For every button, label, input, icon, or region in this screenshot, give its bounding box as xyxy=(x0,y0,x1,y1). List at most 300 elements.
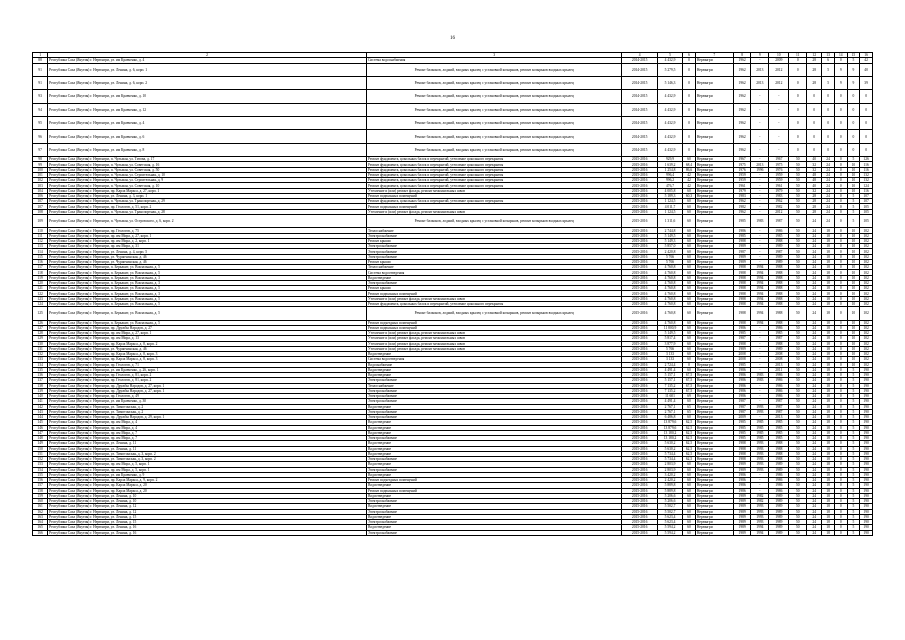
table-cell: 1962 xyxy=(733,90,751,103)
table-cell: Республика Саха (Якутия) г. Нерюнгри, ул. Ленина, д. 6, корп. 1 xyxy=(48,63,367,76)
table-cell: 5 623,4 xyxy=(657,520,682,525)
table-cell: - xyxy=(751,325,769,330)
table-cell: 0 xyxy=(834,462,847,467)
table-cell: 24 xyxy=(807,214,822,227)
table-cell: Республика Саха (Якутия) г. Нерюнгри, пр. Геологов, д. 81, корп. 2 xyxy=(48,378,367,383)
table-cell: 102 xyxy=(860,286,873,291)
table-cell: 1989 xyxy=(733,514,751,519)
table-cell: 28 xyxy=(807,204,822,209)
table-cell: 50 xyxy=(789,493,807,498)
table-cell: 1989 xyxy=(733,525,751,530)
table-cell: 5 734,4 xyxy=(657,457,682,462)
table-cell: 18 xyxy=(822,472,835,477)
table-cell: 24 xyxy=(807,457,822,462)
table-cell: 18 xyxy=(822,265,835,270)
table-cell: Нерюнгри xyxy=(695,441,733,446)
table-cell: 0 xyxy=(807,90,822,103)
table-cell: 476,7 xyxy=(657,183,682,188)
table-cell: 2015-2016 xyxy=(622,362,657,367)
table-cell: 60 xyxy=(683,520,696,525)
table-cell: 5 xyxy=(847,409,860,414)
table-cell: 24 xyxy=(807,525,822,530)
table-cell: 50 xyxy=(789,280,807,285)
table-cell: 10 xyxy=(847,336,860,341)
table-cell: 157 xyxy=(33,483,48,488)
table-cell: 62,5 xyxy=(683,441,696,446)
table-cell: 5 206,6 xyxy=(657,499,682,504)
table-cell: 1987 xyxy=(769,214,789,227)
table-cell: 0 xyxy=(834,441,847,446)
table-cell: 18 xyxy=(822,244,835,249)
table-cell: 28 xyxy=(807,199,822,204)
table-cell: - xyxy=(751,341,769,346)
table-cell: 1 254,8 xyxy=(657,167,682,172)
table-cell: - xyxy=(751,483,769,488)
table-cell: 1988 xyxy=(733,270,751,275)
table-cell: Республика Саха (Якутия) г. Нерюнгри, п. Беркакит, ул. Вокзальная, д. 3 xyxy=(48,291,367,296)
table-cell: 24 xyxy=(807,415,822,420)
table-cell: Нерюнгри xyxy=(695,509,733,514)
table-cell: 1983 xyxy=(751,214,769,227)
table-cell: 18 xyxy=(822,499,835,504)
table-cell: 10 xyxy=(847,296,860,301)
table-cell: 18 xyxy=(822,520,835,525)
table-cell: 18 xyxy=(822,509,835,514)
table-cell: 24 xyxy=(822,188,835,193)
table-cell: Утепление и (или) ремонт фасада, ремонт межпанельных швов xyxy=(366,209,622,214)
table-cell: 24 xyxy=(807,483,822,488)
table-cell: Водоотведение xyxy=(366,430,622,435)
table-cell: 105 xyxy=(860,214,873,227)
column-number-header: 15 xyxy=(847,53,860,58)
table-cell: 65 xyxy=(683,409,696,414)
table-cell: 50 xyxy=(789,436,807,441)
table-cell: 190 xyxy=(860,399,873,404)
table-cell: 50 xyxy=(789,478,807,483)
table-cell: 10 xyxy=(847,178,860,183)
table-cell: Нерюнгри xyxy=(695,530,733,535)
table-cell: 97 xyxy=(33,143,48,156)
table-cell: 60 xyxy=(683,265,696,270)
table-cell: 0 xyxy=(683,130,696,143)
table-cell: 5 630,2 xyxy=(657,446,682,451)
table-cell: 0 xyxy=(789,58,807,63)
table-cell: 1962 xyxy=(733,209,751,214)
table-cell: Ремонт подвальных помещений xyxy=(366,325,622,330)
table-cell: 190 xyxy=(860,499,873,504)
table-cell: Нерюнгри xyxy=(695,472,733,477)
table-cell: 60 xyxy=(683,488,696,493)
table-cell: 0 xyxy=(807,103,822,116)
table-cell: Нерюнгри xyxy=(695,167,733,172)
table-cell: 0 xyxy=(834,204,847,209)
table-cell: 1988 xyxy=(769,275,789,280)
table-cell: 0 xyxy=(847,130,860,143)
table-cell: 98 xyxy=(33,157,48,162)
table-cell: 24 xyxy=(807,509,822,514)
table-cell: 1986 xyxy=(769,394,789,399)
table-cell: Республика Саха (Якутия) г. Нерюнгри, пр. им Мира, д. 31 xyxy=(48,244,367,249)
table-cell: 10 xyxy=(847,307,860,320)
table-cell: 0 xyxy=(834,483,847,488)
table-cell: 2015-2016 xyxy=(622,346,657,351)
table-cell: Республика Саха (Якутия) г. Нерюнгри, п. Беркакит, ул. Вокзальная, д. 3 xyxy=(48,275,367,280)
table-cell: 24 xyxy=(822,157,835,162)
table-cell: - xyxy=(751,254,769,259)
table-cell: 145 xyxy=(33,420,48,425)
table-cell: 2015-2016 xyxy=(622,467,657,472)
table-cell: 5 889,8 xyxy=(657,483,682,488)
table-cell: Ремонт подъездных помещений xyxy=(366,478,622,483)
table-cell: 50 xyxy=(789,275,807,280)
table-cell: - xyxy=(751,472,769,477)
table-cell: 10 xyxy=(847,259,860,264)
table-cell: Нерюнгри xyxy=(695,233,733,238)
table-cell: 5 xyxy=(847,436,860,441)
table-cell: 190 xyxy=(860,409,873,414)
table-cell: 5 157,1 xyxy=(657,373,682,378)
table-cell: - xyxy=(751,188,769,193)
table-cell: 1989 xyxy=(769,499,789,504)
table-cell: - xyxy=(751,383,769,388)
table-cell: 164 xyxy=(33,520,48,525)
table-cell: 102 xyxy=(860,270,873,275)
table-cell: 131 xyxy=(33,346,48,351)
table-cell: - xyxy=(751,204,769,209)
table-cell: 2 767,1 xyxy=(657,404,682,409)
table-cell: Республика Саха (Якутия) г. Нерюнгри, пр. Геологов, д. 51, корп. 2 xyxy=(48,204,367,209)
table-cell: 60 xyxy=(683,504,696,509)
table-cell: Республика Саха (Якутия) г. Нерюнгри, п. Беркакит, ул. Вокзальная, д. 5 xyxy=(48,301,367,306)
table-cell: 1967 xyxy=(769,157,789,162)
table-cell: 0 xyxy=(834,325,847,330)
table-cell: 0 xyxy=(834,409,847,414)
table-cell: 132 xyxy=(860,172,873,177)
table-cell: Водоотведение xyxy=(366,275,622,280)
table-cell: 18 xyxy=(822,404,835,409)
table-cell: - xyxy=(751,336,769,341)
table-row xyxy=(33,130,873,143)
table-cell: Нерюнгри xyxy=(695,76,733,89)
table-row xyxy=(33,214,873,227)
table-cell: 112 xyxy=(33,238,48,243)
table-cell: 40 xyxy=(807,157,822,162)
column-number-header: 12 xyxy=(807,53,822,58)
table-cell: 102 xyxy=(860,325,873,330)
table-cell: 10 xyxy=(847,280,860,285)
table-cell: 129 xyxy=(33,336,48,341)
table-cell: Республика Саха (Якутия) г. Нерюнгри, ул. Тимптонская, д. 3, корп. 2 xyxy=(48,457,367,462)
table-cell: 5 xyxy=(847,157,860,162)
table-cell: 190 xyxy=(860,457,873,462)
table-cell: 102 xyxy=(860,362,873,367)
table-cell: 0 xyxy=(789,63,807,76)
table-cell: 5 xyxy=(847,373,860,378)
table-cell: 28 xyxy=(807,76,822,89)
table-cell: 50 xyxy=(789,394,807,399)
table-cell: 120 xyxy=(33,280,48,285)
table-cell: 1989 xyxy=(769,530,789,535)
table-cell: 132 xyxy=(33,352,48,357)
table-cell: 1993 xyxy=(751,509,769,514)
table-cell: 50 xyxy=(789,331,807,336)
table-cell: 1989 xyxy=(733,509,751,514)
table-cell: 18 xyxy=(822,233,835,238)
table-cell: 122 xyxy=(33,291,48,296)
table-cell: 24 xyxy=(807,331,822,336)
column-number-header: 9 xyxy=(751,53,769,58)
table-cell: Ремонт фундамента, цокольных балок и перекрытий, утепление цокольного перекрытия xyxy=(366,301,622,306)
table-cell: Нерюнгри xyxy=(695,63,733,76)
table-cell: 24 xyxy=(807,244,822,249)
table-cell: 103 xyxy=(33,183,48,188)
table-cell: Электроснабжение xyxy=(366,499,622,504)
table-cell: 1976 xyxy=(733,167,751,172)
table-cell: 2015-2016 xyxy=(622,244,657,249)
table-cell: Республика Саха (Якутия) г. Нерюнгри, ул. Тимптонская, д. 3, корп. 2 xyxy=(48,451,367,456)
table-cell: 10 xyxy=(847,233,860,238)
table-cell: 60 xyxy=(683,275,696,280)
table-cell: 1989 xyxy=(733,462,751,467)
table-cell: 24 xyxy=(807,296,822,301)
table-cell: 2015-2016 xyxy=(622,336,657,341)
table-cell: 0 xyxy=(834,509,847,514)
table-cell: Республика Саха (Якутия) г. Нерюнгри, ул. Тимптонская, д. 2 xyxy=(48,404,367,409)
table-cell: 1985 xyxy=(733,436,751,441)
table-cell: 2 803,9 xyxy=(657,467,682,472)
table-cell: 2015-2016 xyxy=(622,457,657,462)
table-cell: 42 xyxy=(683,172,696,177)
table-cell: 190 xyxy=(860,478,873,483)
table-cell: 0 xyxy=(834,188,847,193)
table-cell: 88 xyxy=(33,58,48,63)
table-cell: 24 xyxy=(807,228,822,233)
table-cell: 0 xyxy=(789,76,807,89)
table-cell: 50 xyxy=(789,367,807,372)
table-cell: Нерюнгри xyxy=(695,394,733,399)
table-cell: 1986 xyxy=(769,388,789,393)
table-cell: 2015-2016 xyxy=(622,404,657,409)
table-cell: 18 xyxy=(822,367,835,372)
table-cell: Республика Саха (Якутия) г. Нерюнгри, ул. Ленина, д. 10 xyxy=(48,499,367,504)
table-cell: 1988 xyxy=(733,296,751,301)
table-row xyxy=(33,307,873,320)
table-cell: 1985 xyxy=(769,436,789,441)
table-cell: 2015-2016 xyxy=(622,188,657,193)
table-cell: 60 xyxy=(683,357,696,362)
table-cell: 102 xyxy=(860,357,873,362)
table-cell: 4 760,8 xyxy=(657,280,682,285)
table-cell: 1989 xyxy=(769,504,789,509)
table-cell: 18 xyxy=(822,399,835,404)
table-cell: 0 xyxy=(834,90,847,103)
table-cell: 150 xyxy=(33,446,48,451)
table-cell: 1985 xyxy=(733,420,751,425)
table-cell: 1985 xyxy=(751,436,769,441)
table-cell: 9 xyxy=(847,76,860,89)
table-cell: 86,6 xyxy=(683,167,696,172)
table-cell: 18 xyxy=(822,430,835,435)
table-cell: 4 760,8 xyxy=(657,286,682,291)
table-cell: 132 xyxy=(860,178,873,183)
table-cell: 10 xyxy=(847,228,860,233)
table-cell: 1985 xyxy=(733,425,751,430)
table-cell: 5 857,0 xyxy=(657,244,682,249)
table-cell: 1988 xyxy=(733,238,751,243)
table-cell: 1985 xyxy=(733,362,751,367)
table-cell: 50 xyxy=(789,204,807,209)
table-cell: 2015-2016 xyxy=(622,394,657,399)
table-cell: 0 xyxy=(834,499,847,504)
table-cell: Водоотведение xyxy=(366,367,622,372)
table-cell: Ремонт балконов, лоджий, входных крылец с установкой козырьков, ремонт козырьков входных крылец xyxy=(366,130,622,143)
table-body xyxy=(33,58,873,536)
table-cell: Республика Саха (Якутия) г. Нерюнгри, п. Чульман, ул. Островского, д. 6, корп. 2 xyxy=(48,214,367,227)
table-cell: Электроснабжение xyxy=(366,467,622,472)
table-cell: 1988 xyxy=(769,451,789,456)
table-cell: 2015-2016 xyxy=(622,291,657,296)
table-cell: Республика Саха (Якутия) г. Нерюнгри, ул. им Кравченко, д. 4 xyxy=(48,117,367,130)
column-number-header: 1 xyxy=(33,53,48,58)
table-cell: 0 xyxy=(683,103,696,116)
table-cell: 0 xyxy=(834,193,847,198)
table-cell: 155 xyxy=(33,472,48,477)
table-cell: - xyxy=(751,399,769,404)
table-cell: Нерюнгри xyxy=(695,331,733,336)
table-cell: 1985 xyxy=(733,214,751,227)
table-cell: 1994 xyxy=(751,530,769,535)
table-cell: 2015-2016 xyxy=(622,270,657,275)
table-cell: 60 xyxy=(683,301,696,306)
table-cell: 24 xyxy=(807,301,822,306)
column-number-header: 6 xyxy=(683,53,696,58)
table-cell: 24 xyxy=(807,462,822,467)
table-cell: 10 xyxy=(847,249,860,254)
table-cell: 50 xyxy=(789,162,807,167)
table-cell: 50 xyxy=(789,265,807,270)
table-cell: 102 xyxy=(860,228,873,233)
table-cell: Ремонт подвальных помещений xyxy=(366,488,622,493)
table-cell: Электроснабжение xyxy=(366,378,622,383)
table-cell: 102 xyxy=(33,178,48,183)
table-cell: 1993 xyxy=(751,404,769,409)
table-cell: 1986 xyxy=(733,325,751,330)
table-cell: 2015-2016 xyxy=(622,446,657,451)
table-cell: 18 xyxy=(822,254,835,259)
table-cell: Теплоснабжение xyxy=(366,265,622,270)
table-cell: 2015-2016 xyxy=(622,430,657,435)
table-cell: 5 xyxy=(847,404,860,409)
table-cell: 18 xyxy=(822,228,835,233)
table-cell: 50 xyxy=(789,446,807,451)
table-cell: 1993 xyxy=(751,409,769,414)
table-cell: 2015-2016 xyxy=(622,286,657,291)
table-cell: 0 xyxy=(834,367,847,372)
table-row xyxy=(33,530,873,535)
column-number-header: 3 xyxy=(366,53,622,58)
table-cell: Республика Саха (Якутия) г. Нерюнгри, ул. им Кравченко, д. 26, корп. 1 xyxy=(48,367,367,372)
table-cell: 1962 xyxy=(733,76,751,89)
table-cell: Нерюнгри xyxy=(695,103,733,116)
table-cell: Республика Саха (Якутия) г. Нерюнгри, ул. Ленина, д. 12 xyxy=(48,504,367,509)
table-cell: 102 xyxy=(860,254,873,259)
table-cell: 2015-2016 xyxy=(622,530,657,535)
table-cell: 5 146,3 xyxy=(657,76,682,89)
table-cell: 94 xyxy=(33,103,48,116)
table-cell: 1962 xyxy=(769,199,789,204)
table-cell: 1988 xyxy=(733,301,751,306)
table-cell: Нерюнгри xyxy=(695,117,733,130)
table-cell: 50 xyxy=(789,178,807,183)
table-cell: 1989 xyxy=(733,467,751,472)
table-cell: Нерюнгри xyxy=(695,320,733,325)
table-cell: - xyxy=(769,103,789,116)
table-cell: 5 xyxy=(847,399,860,404)
table-cell: 1983 xyxy=(733,193,751,198)
table-cell: 0 xyxy=(822,117,835,130)
table-cell: Электроснабжение xyxy=(366,254,622,259)
table-cell: 1989 xyxy=(733,244,751,249)
table-cell: 2015-2016 xyxy=(622,520,657,525)
table-cell: 107 xyxy=(33,204,48,209)
table-cell: 154 xyxy=(33,467,48,472)
table-cell: 5 xyxy=(822,76,835,89)
table-cell: 67,5 xyxy=(683,378,696,383)
table-cell: 95 xyxy=(33,117,48,130)
table-cell: 102 xyxy=(860,320,873,325)
table-cell: 5 149,5 xyxy=(657,233,682,238)
table-cell: Ремонт фундамента, цокольных балок и перекрытий, утепление цокольного перекрытия xyxy=(366,183,622,188)
table-cell: 60 xyxy=(683,233,696,238)
table-cell: 0 xyxy=(834,425,847,430)
table-cell: 2014-2015 xyxy=(622,63,657,76)
table-cell: 2015-2016 xyxy=(622,493,657,498)
table-cell: 7 135,2 xyxy=(657,383,682,388)
table-cell: 5 xyxy=(847,446,860,451)
table-cell: Республика Саха (Якутия) г. Нерюнгри, пр. им Мира, д. 5, корп. 1 xyxy=(48,467,367,472)
table-cell: 50 xyxy=(789,325,807,330)
page-number: 16 xyxy=(450,36,455,41)
table-cell: 0 xyxy=(834,233,847,238)
table-cell: Электроснабжение xyxy=(366,394,622,399)
table-cell: Водоотведение xyxy=(366,446,622,451)
table-cell: 190 xyxy=(860,493,873,498)
table-cell: Нерюнгри xyxy=(695,204,733,209)
table-cell: 60 xyxy=(683,341,696,346)
table-cell: 5 xyxy=(847,415,860,420)
table-cell: 102 xyxy=(860,331,873,336)
table-cell: 1988 xyxy=(733,341,751,346)
table-cell: 190 xyxy=(860,525,873,530)
table-cell: 60 xyxy=(683,462,696,467)
table-cell: 1983 xyxy=(751,373,769,378)
table-cell: 2015-2016 xyxy=(622,259,657,264)
table-cell: 1959 xyxy=(769,178,789,183)
table-cell: Республика Саха (Якутия) г. Нерюнгри, пр. Карла Маркса, д. 8, корп. 3 xyxy=(48,357,367,362)
table-cell: Республика Саха (Якутия) г. Нерюнгри, ул. Ленина, д. 4, корп. 5 xyxy=(48,249,367,254)
table-cell: 1987 xyxy=(769,399,789,404)
table-cell: 18 xyxy=(822,325,835,330)
table-cell: Водоотведение xyxy=(366,420,622,425)
table-cell: 0 xyxy=(860,103,873,116)
table-cell: 60 xyxy=(683,483,696,488)
table-cell: Нерюнгри xyxy=(695,373,733,378)
table-cell: 4 011,7 xyxy=(657,204,682,209)
table-cell: 24 xyxy=(807,378,822,383)
table-cell: 0 xyxy=(834,514,847,519)
table-cell: 1986 xyxy=(769,373,789,378)
table-cell: 60 xyxy=(683,514,696,519)
